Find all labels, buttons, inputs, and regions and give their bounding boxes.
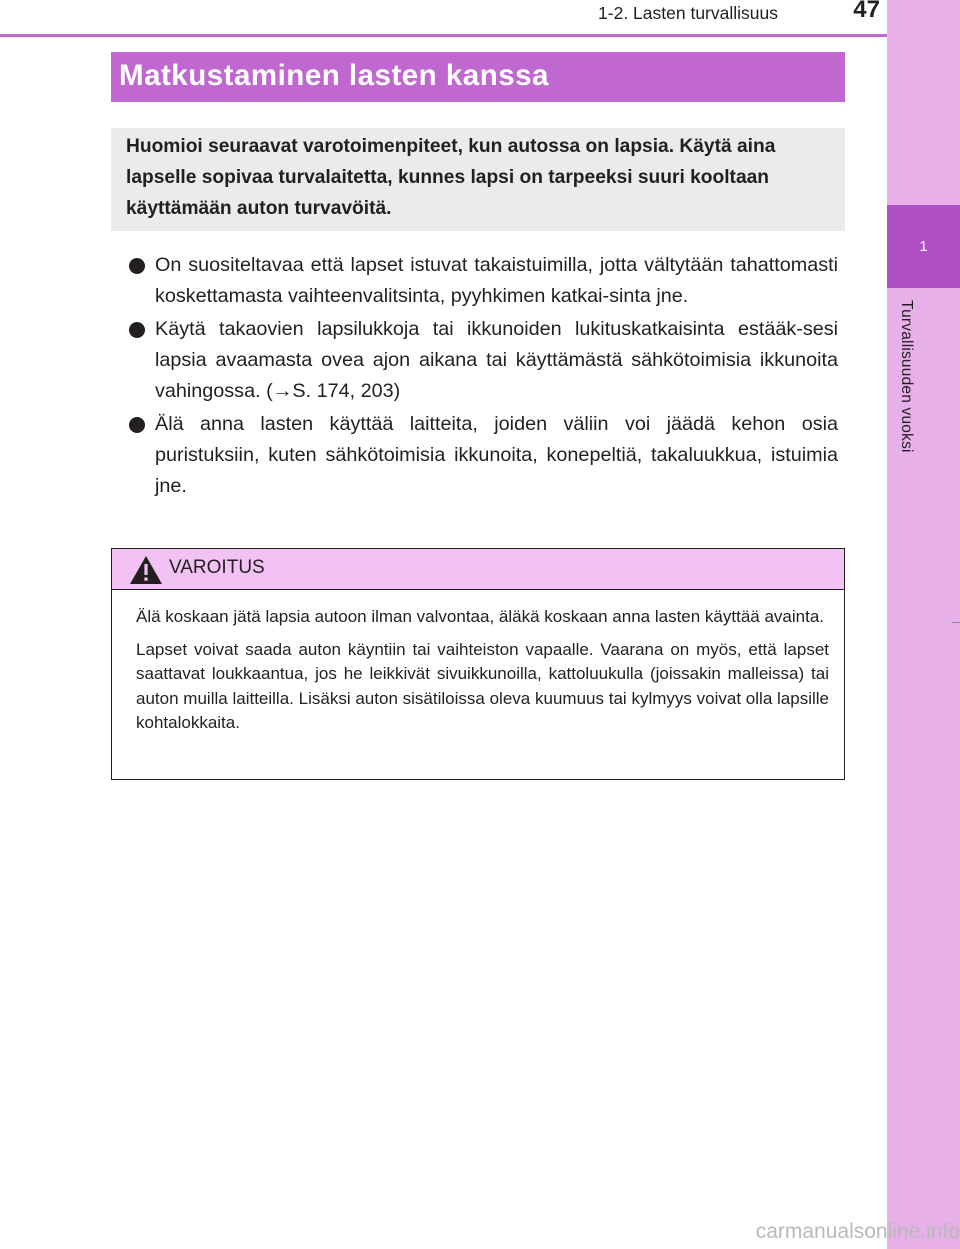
bullet-icon: [129, 417, 145, 433]
bullet-list: [126, 250, 838, 504]
bullet-text: Älä anna lasten käyttää laitteita, joiden väliin voi jäädä kehon osia puristuksiin, kuten sähkötoimisia ikkunoita, konepeltiä, takaluukkua, istuimia jne.: [155, 413, 838, 497]
warning-box: [111, 548, 845, 780]
bullet-text: On suositeltavaa että lapset istuvat takaistuimilla, jotta vältytään tahattomasti koskettamasta vaihteenvalitsinta, pyyhkimen katkai-sinta jne.: [155, 254, 838, 307]
bullet-icon: [129, 322, 145, 338]
header-divider: [0, 34, 887, 37]
warning-body: [112, 590, 844, 736]
page-number: 47: [853, 0, 880, 23]
list-item: [126, 250, 838, 312]
warning-triangle-icon: [129, 555, 163, 585]
intro-text: Huomioi seuraavat varotoimenpiteet, kun autossa on lapsia. Käytä aina lapselle sopivaa turvalaitetta, kunnes lapsi on tarpeeksi suuri kooltaan käyttämään auton turvavöitä.: [126, 136, 776, 219]
warning-title: VAROITUS: [169, 557, 265, 578]
list-item: [126, 409, 838, 502]
warning-paragraph: Älä koskaan jätä lapsia autoon ilman valvontaa, äläkä koskaan anna lasten käyttää avainta.: [136, 607, 825, 626]
side-tick-mark: [952, 622, 960, 623]
warning-header: [112, 549, 844, 590]
page-title: Matkustaminen lasten kanssa: [111, 52, 845, 102]
warning-paragraph: Lapset voivat saada auton käyntiin tai vaihteiston vapaalle. Vaarana on myös, että lapset saattavat loukkaantua, jos he leikkivät sivuikkunoilla, kattoluukulla (joissakin malleissa) tai auton muilla laitteilla. Lisäksi auton sisätiloissa oleva kuumuus tai kylmyys voivat olla lapsille kohtalokkaita.: [136, 639, 829, 732]
side-tab: [887, 0, 960, 1249]
intro-box: [111, 128, 845, 231]
bullet-icon: [129, 258, 145, 274]
bullet-text: Käytä takaovien lapsilukkoja tai ikkunoiden lukituskatkaisinta estääk-sesi lapsia avaamasta ovea ajon aikana tai käyttämästä sähkötoimisia ikkunoita vahingossa. (→S. 174, 203): [155, 318, 838, 402]
chapter-title: Turvallisuuden vuoksi: [898, 300, 915, 453]
header-section-title: 1-2. Lasten turvallisuus: [598, 3, 778, 23]
list-item: [126, 314, 838, 407]
chapter-number-tab[interactable]: 1: [887, 205, 960, 288]
watermark: carmanualsonline.info: [755, 1220, 960, 1243]
